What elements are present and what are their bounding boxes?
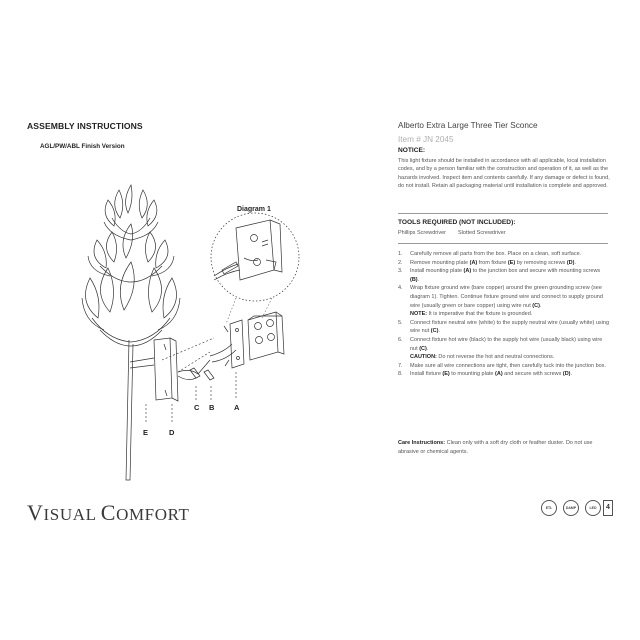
tool-slotted: Slotted Screwdriver <box>458 230 506 236</box>
finish-version-subtitle: AGL/PW/ABL Finish Version <box>40 143 125 150</box>
step-number: 7. <box>398 362 403 369</box>
notice-text: This light fixture should be installed in accordance with all applicable, local installation codes, and by a person familiar with the construction and operation of it, as well as the hazards involved. Inspect item and contents carefully. If any damage or defect is found, do not install. Retain all packaging material until installation is complete and approved. <box>398 158 610 189</box>
step-text: and secure with screws <box>502 371 563 378</box>
part-reference: (D) <box>566 259 575 266</box>
callout-e: E <box>143 428 149 437</box>
product-name: Alberto Extra Large Three Tier Sconce <box>398 121 538 130</box>
damp-rated-icon: DAMP <box>563 500 579 516</box>
step-item <box>398 319 610 336</box>
step-item <box>398 284 610 318</box>
step-text: to the junction box and secure with mounting screws <box>471 268 601 275</box>
divider <box>398 243 608 244</box>
step-text: . <box>539 302 542 309</box>
brand-word-omfort: OMFORT <box>116 505 190 524</box>
diagram-1-inset <box>211 213 299 301</box>
step-item <box>398 362 610 371</box>
note-label: NOTE: <box>410 311 428 318</box>
step-number: 4. <box>398 285 403 292</box>
step-number: 2. <box>398 259 403 266</box>
part-reference: (E) <box>507 259 516 266</box>
wiring <box>178 312 284 380</box>
inset-leader <box>226 298 272 324</box>
care-label: Care Instructions: <box>398 440 446 446</box>
part-reference: (C) <box>430 328 439 335</box>
step-text: . <box>417 276 420 283</box>
callout-c: C <box>194 403 200 412</box>
divider <box>398 213 608 214</box>
diagram-1-label: Diagram 1 <box>237 206 271 213</box>
step-text: . <box>426 345 429 352</box>
step-text: Wrap fixture ground wire (bare copper) around the green grounding screw (see diagram 1). Tighten. Continue fixture ground wire and connect to supply ground wire (usually green or bare copper) using wire nut <box>410 285 603 309</box>
led-icon: LED <box>585 500 601 516</box>
step-number: 5. <box>398 319 403 326</box>
step-text: Remove mounting plate <box>410 259 470 266</box>
caution-label: CAUTION: <box>410 354 437 361</box>
part-reference: (A) <box>469 259 478 266</box>
step-text: from fixture <box>477 259 508 266</box>
etl-listed-icon: ETL <box>541 500 557 516</box>
callout-a: A <box>234 403 240 412</box>
notice-heading: NOTICE: <box>398 147 426 154</box>
step-text: Connect fixture neutral wire (white) to the supply neutral wire (usually white) using wire nut <box>410 319 610 335</box>
step-item <box>398 259 610 268</box>
part-reference: (D) <box>562 371 571 378</box>
sconce-drawing <box>82 185 180 480</box>
assembly-steps <box>398 250 610 379</box>
step-number: 6. <box>398 336 403 343</box>
bulb-count-badge: 4 <box>603 500 613 516</box>
tools-heading: TOOLS REQUIRED (NOT INCLUDED): <box>398 219 516 226</box>
step-text: . <box>574 259 576 266</box>
step-text: Install fixture <box>410 371 443 378</box>
step-text: Connect fixture hot wire (black) to the supply hot wire (usually black) using wire nut <box>410 336 603 352</box>
part-reference: (C) <box>532 302 540 309</box>
part-reference: (B) <box>410 276 418 283</box>
brand-initial-c: C <box>100 500 117 525</box>
step-item <box>398 370 610 379</box>
step-text: by removing screws <box>515 259 567 266</box>
note-text: Do not reverse the hot and neutral connections. <box>436 354 555 361</box>
part-reference: (C) <box>419 345 427 352</box>
step-number: 3. <box>398 268 403 275</box>
step-text: . <box>570 371 573 378</box>
step-item <box>398 336 610 362</box>
step-text: . <box>438 328 440 335</box>
step-number: 1. <box>398 251 403 257</box>
step-text: Carefully remove all parts from the box. Place on a clean, soft surface. <box>410 251 582 257</box>
tool-phillips: Phillips Screwdriver <box>398 230 446 236</box>
step-text: Make sure all wire connections are tight, then carefully tuck into the junction box. <box>410 362 606 369</box>
part-reference: (A) <box>495 371 503 378</box>
item-number: Item # JN 2045 <box>398 135 454 144</box>
step-item <box>398 267 610 284</box>
page-title: ASSEMBLY INSTRUCTIONS <box>27 121 143 131</box>
step-number: 8. <box>398 371 403 378</box>
step-item <box>398 250 610 259</box>
care-text: Clean only with a soft dry cloth or feather duster. Do not use abrasive or chemical agents. <box>398 440 593 455</box>
care-instructions <box>398 439 610 456</box>
step-text: Install mounting plate <box>410 268 464 275</box>
part-reference: (A) <box>463 268 472 275</box>
callout-b: B <box>209 403 215 412</box>
brand-initial-v: V <box>27 500 44 525</box>
part-reference: (E) <box>442 371 450 378</box>
brand-word-isual: ISUAL <box>43 505 96 524</box>
brand-logo <box>27 500 190 526</box>
step-text: to mounting plate <box>449 371 496 378</box>
callout-d: D <box>169 428 175 437</box>
note-text: It is imperative that the fixture is grounded. <box>427 311 533 318</box>
